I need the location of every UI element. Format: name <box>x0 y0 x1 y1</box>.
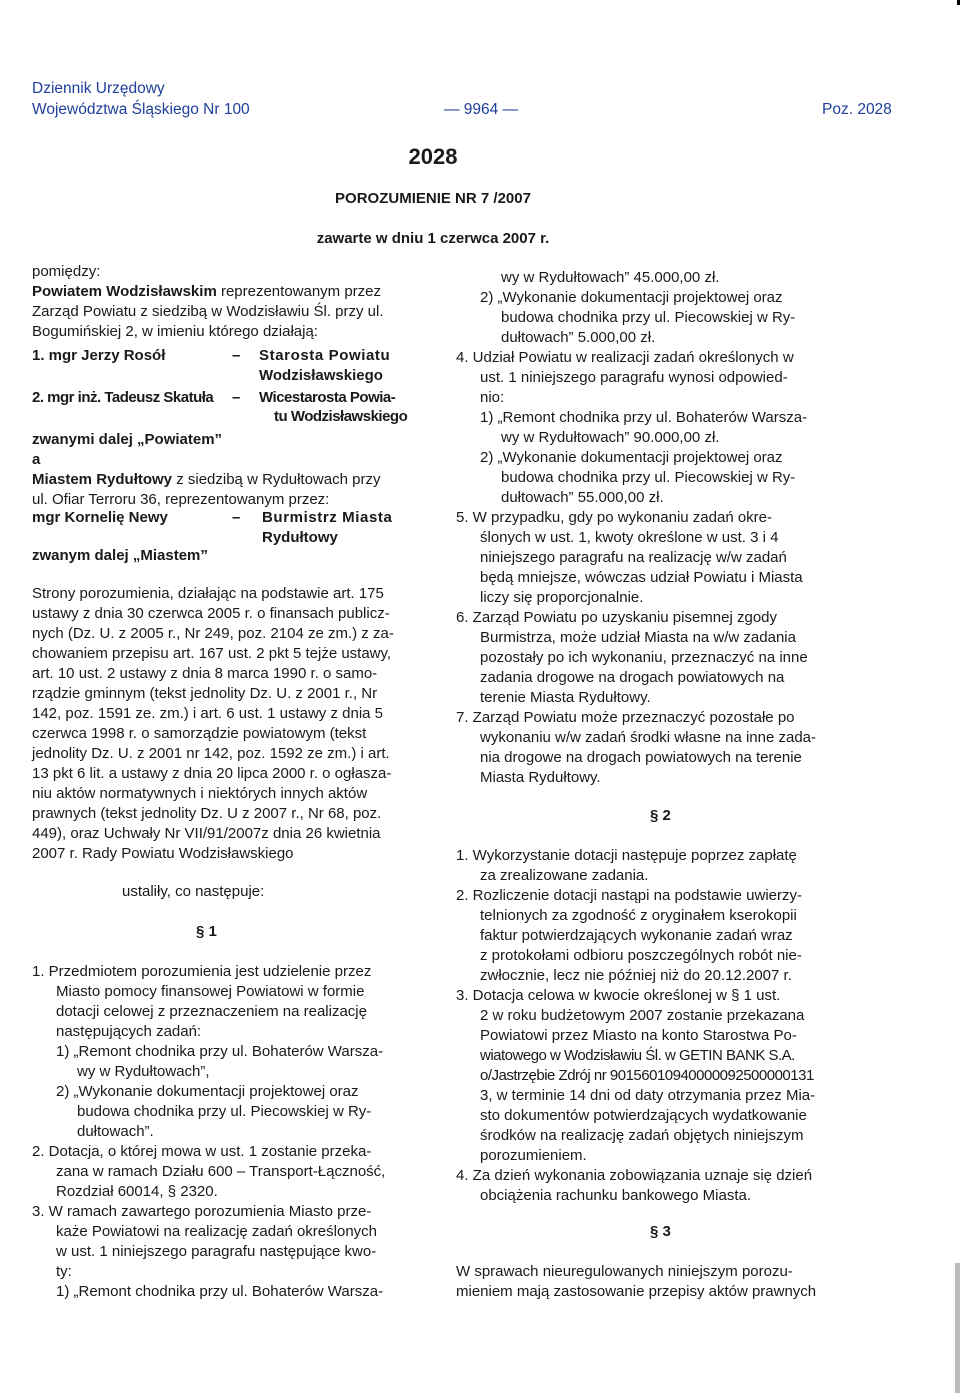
text-line: dotacji celowej z przeznaczeniem na realizację <box>56 1003 367 1020</box>
text-line: za zrealizowane zadania. <box>480 867 649 884</box>
journal-issue: Województwa Śląskiego Nr 100 <box>32 101 250 118</box>
text-line: nia drogowe na drogach powiatowych na terenie <box>480 749 802 766</box>
text-line: Powiatowi przez Miasto na konto Starostwa Po- <box>480 1027 797 1044</box>
text-line: każe Powiatowi na realizację zadań określonych <box>56 1223 378 1240</box>
text-line: 5. W przypadku, gdy po wykonaniu zadań okre- <box>456 509 773 526</box>
dash: – <box>232 389 241 406</box>
text-line: 4. Udział Powiatu w realizacji zadań określonych w <box>456 349 794 366</box>
text-line: ust. 1 niniejszego paragrafu wynosi odpowied- <box>480 369 788 386</box>
text-line: prawnych (tekst jednolity Dz. U z 2007 r., Nr 68, poz. <box>32 805 382 822</box>
text-line: rządzie gminnym (tekst jednolity Dz. U. z 2001 r., Nr <box>32 685 378 702</box>
text-line: z protokołami odbioru poszczególnych robót nie- <box>480 947 802 964</box>
signatory-role: Wicestarosta Powia- <box>259 389 396 406</box>
text-line: 2 w roku budżetowym 2007 zostanie przekazana <box>480 1007 805 1024</box>
text-line: wy w Rydułtowach” 45.000,00 zł. <box>501 269 720 286</box>
text-line: 2) „Wykonanie dokumentacji projektowej oraz <box>56 1083 359 1100</box>
text-line: telnionych za zgodność z oryginałem kserokopii <box>480 907 797 924</box>
text-line: mieniem mają zastosowanie przepisy aktów prawnych <box>456 1283 817 1300</box>
signatory-role: Rydułtowy <box>262 529 338 546</box>
text-line: czerwca 1998 r. o samorządzie powiatowym (tekst <box>32 725 367 742</box>
dash: – <box>232 509 241 526</box>
signatory-role: Starosta Powiatu <box>259 347 391 364</box>
page-edge-shadow <box>955 1263 960 1393</box>
party-alias: zwanymi dalej „Powiatem” <box>32 431 223 448</box>
text-line: 2) „Wykonanie dokumentacji projektowej oraz <box>480 289 783 306</box>
text-line: będą mniejsze, wówczas udział Powiatu i Miasta <box>480 569 803 586</box>
text-line: porozumieniem. <box>480 1147 587 1164</box>
text-line: 4. Za dzień wykonania zobowiązania uznaje się dzień <box>456 1167 813 1184</box>
text-line: 3. Dotacja celowa w kwocie określonej w § 1 ust. <box>456 987 781 1004</box>
text-line: Miasto pomocy finansowej Powiatowi w formie <box>56 983 365 1000</box>
signatory-name: mgr Kornelię Newy <box>32 509 168 526</box>
text-line: 1) „Remont chodnika przy ul. Bohaterów Warsza- <box>480 409 808 426</box>
text-line: sto dokumentów potwierdzających wydatkowanie <box>480 1107 807 1124</box>
text-line: dułtowach” 55.000,00 zł. <box>501 489 664 506</box>
text-line: 142, poz. 1591 ze. zm.) i art. 6 ust. 1 ustawy z dnia 5 <box>32 705 384 722</box>
text-line: 1) „Remont chodnika przy ul. Bohaterów Warsza- <box>56 1283 384 1300</box>
text-line: nych (Dz. U. z 2005 r., Nr 249, poz. 2104 ze zm.) z za- <box>32 625 394 642</box>
text-line: wy w Rydułtowach”, <box>77 1063 210 1080</box>
signatory-role: Burmistrz Miasta <box>262 509 393 526</box>
text-line: ul. Ofiar Terroru 36, reprezentowanym przez: <box>32 491 330 508</box>
text-line: art. 10 ust. 2 ustawy z dnia 8 marca 1990 r. o samo- <box>32 665 378 682</box>
page-number: — 9964 — <box>444 101 519 118</box>
text-line: W sprawach nieuregulowanych niniejszym porozu- <box>456 1263 793 1280</box>
text-line: następujących zadań: <box>56 1023 202 1040</box>
text-line: w ust. 1 niniejszego paragrafu następujące kwo- <box>56 1243 377 1260</box>
section-heading: § 3 <box>650 1223 671 1240</box>
section-heading: § 1 <box>196 923 217 940</box>
section-heading: § 2 <box>650 807 671 824</box>
document-subtitle: zawarte w dniu 1 czerwca 2007 r. <box>316 230 550 247</box>
text-line: ustawy z dnia 30 czerwca 2005 r. o finansach publicz- <box>32 605 390 622</box>
text-line: 2. Rozliczenie dotacji nastąpi na podstawie uwierzy- <box>456 887 803 904</box>
text-line: 1. Przedmiotem porozumienia jest udzielenie przez <box>32 963 372 980</box>
signatory-role: tu Wodzisławskiego <box>274 408 408 425</box>
text-line: 2) „Wykonanie dokumentacji projektowej oraz <box>480 449 783 466</box>
text-line: 2007 r. Rady Powiatu Wodzisławskiego <box>32 845 294 862</box>
text-line: niniejszego paragrafu na realizację w/w zadań <box>480 549 787 566</box>
text-line: Strony porozumienia, działając na podstawie art. 175 <box>32 585 384 602</box>
page-header <box>32 78 892 122</box>
text-line: terenie Miasta Rydułtowy. <box>480 689 651 706</box>
party-alias: zwanym dalej „Miastem” <box>32 547 208 564</box>
text-line: jednolity Dz. U. z 2001 nr 142, poz. 1592 ze zm.) i art. <box>32 745 390 762</box>
text-line: dułtowach” 5.000,00 zł. <box>501 329 656 346</box>
text-line: 3, w terminie 14 dni od daty otrzymania przez Mia- <box>480 1087 816 1104</box>
text-line: 7. Zarząd Powiatu może przeznaczyć pozostałe po <box>456 709 795 726</box>
text-line: ślonych w ust. 1, kwoty określone w ust. 3 i 4 <box>480 529 779 546</box>
text-line: Zarząd Powiatu z siedzibą w Wodzisławiu Śl. przy ul. <box>32 303 384 320</box>
text-line: 449), oraz Uchwały Nr VII/91/2007z dnia 26 kwietnia <box>32 825 381 842</box>
text-line: 2. Dotacja, o której mowa w ust. 1 zostanie przeka- <box>32 1143 372 1160</box>
text-line: pozostały po ich wykonaniu, przeznaczyć na inne <box>480 649 808 666</box>
text-line: 13 pkt 6 lit. a ustawy z dnia 20 lipca 2000 r. o ogłasza- <box>32 765 392 782</box>
text-line: zana w ramach Działu 600 – Transport-Łączność, <box>56 1163 386 1180</box>
document-number: 2028 <box>408 144 458 169</box>
text-line: Miastem Rydułtowy z siedzibą w Rydułtowach przy <box>32 471 381 488</box>
text-line: budowa chodnika przy ul. Piecowskiej w Ry- <box>77 1103 372 1120</box>
journal-name: Dziennik Urzędowy <box>32 80 165 97</box>
signatory-role: Wodzisławskiego <box>259 367 383 384</box>
text-line: wy w Rydułtowach” 90.000,00 zł. <box>501 429 720 446</box>
text-line: pomiędzy: <box>32 263 101 280</box>
text-line: faktur potwierdzających wykonanie zadań wraz <box>480 927 793 944</box>
text-line: wykonaniu w/w zadań środki własne na inne zada- <box>480 729 817 746</box>
text-line: 1) „Remont chodnika przy ul. Bohaterów Warsza- <box>56 1043 384 1060</box>
clause-intro: ustaliły, co następuje: <box>122 883 265 900</box>
document-title: POROZUMIENIE NR 7 /2007 <box>335 190 531 207</box>
dash: – <box>232 347 241 364</box>
text-line: 6. Zarząd Powiatu po uzyskaniu pisemnej zgody <box>456 609 778 626</box>
text-line: a <box>32 451 41 468</box>
text-line: wiatowego w Wodzisławiu Śl. w GETIN BANK S.A. <box>480 1047 795 1064</box>
text-line: obciążenia rachunku bankowego Miasta. <box>480 1187 752 1204</box>
signatory-name: 2. mgr inż. Tadeusz Skatuła <box>32 389 214 406</box>
text-line: 3. W ramach zawartego porozumienia Miasto prze- <box>32 1203 372 1220</box>
text-line: nio: <box>480 389 505 406</box>
text-line: środków na realizację zadań objętych niniejszym <box>480 1127 804 1144</box>
text-line: budowa chodnika przy ul. Piecowskiej w Ry- <box>501 469 796 486</box>
text-line: Burmistrza, może udział Miasta na w/w zadania <box>480 629 796 646</box>
text-line: dułtowach”. <box>77 1123 154 1140</box>
text-line: chowaniem przepisu art. 167 ust. 2 pkt 5 tejże ustawy, <box>32 645 392 662</box>
text-line: Powiatem Wodzisławskim reprezentowanym przez <box>32 283 382 300</box>
text-line: zwłocznie, lecz nie później niż do 20.12.2007 r. <box>480 967 792 984</box>
position-number: Poz. 2028 <box>822 101 892 118</box>
text-line: zadania drogowe na drogach powiatowych na <box>480 669 785 686</box>
text-line: budowa chodnika przy ul. Piecowskiej w Ry- <box>501 309 796 326</box>
text-line: liczy się proporcjonalnie. <box>480 589 644 606</box>
bank-account: o/Jastrzębie Zdrój nr 90156010940000092500000131 <box>480 1067 814 1084</box>
text-line: ty: <box>56 1263 72 1280</box>
party-name: Powiatem Wodzisławskim <box>32 283 217 300</box>
text-line: Bogumińskiej 2, w imieniu którego działają: <box>32 323 318 340</box>
text-line: Miasta Rydułtowy. <box>480 769 601 786</box>
text-line: Rozdział 60014, § 2320. <box>56 1183 218 1200</box>
text-line: 1. Wykorzystanie dotacji następuje poprzez zapłatę <box>456 847 797 864</box>
signatory-name: 1. mgr Jerzy Rosół <box>32 347 166 364</box>
text-line: niu aktów normatywnych i niektórych innych aktów <box>32 785 368 802</box>
